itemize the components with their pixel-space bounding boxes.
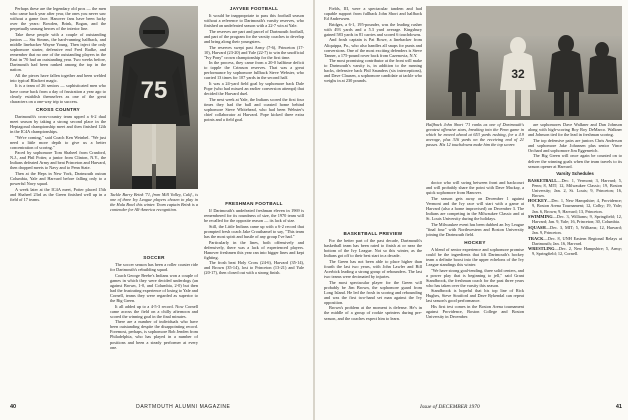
paragraph: If Dartmouth's undefeated freshman eleven in 1969 is remembered for its roundness of size, the 1970 team will be recalled for the opposite reason — its lack of size. <box>204 208 304 224</box>
paragraph: It would be inappropriate to pass this football season without a reference to Dartmouth's varsity reserves, who finished an undefeated season with a 22-7 win at Yale. <box>204 13 304 29</box>
action-photo-image <box>426 6 622 120</box>
photo-caption: Tackle Barry Brink '71, from Mill Valley, Calif., is one of three Ivy League players chosen to play in the Hula Bowl this winter. Team captain Brink is a contender for All-America recognition. <box>110 192 198 212</box>
paragraph: A week later at the IC4A meet, Potter placed 15th and Shaheel 23rd as the Green finished well up in a field of 17 teams. <box>10 186 106 202</box>
section-heading-soccer: SOCCER <box>143 255 165 260</box>
soccer-column <box>110 252 198 402</box>
paragraph: Dartmouth's cross-country team upped a 6-2 dual meet season by taking a strong second place in the Heptagonal championship meet and then finished 12th in the IC4A championships. <box>10 113 106 134</box>
magazine-title: DARTMOUTH ALUMNI MAGAZINE <box>136 404 231 410</box>
issue-date: Issue of DECEMBER 1970 <box>420 404 480 410</box>
paragraph: Take these people with a couple of outstanding juniors — Stu Simms, the hard-running halfback, and middle linebacker Wayne Young. Then inject the only sophomore starter, defensive end Fred Radke, and remember that no one of the outstanding players in the East in '70 had an outstanding year. Two weeks before, Dartmouth had been ranked among the top in the nation. <box>10 31 106 73</box>
paragraph: Then at the Heps in New York, Dartmouth outran Columbia, Yale and Harvard before falling only to a powerful Navy squad. <box>10 171 106 187</box>
left-footer <box>10 404 304 410</box>
section-heading-cross-country: CROSS COUNTRY <box>35 106 81 112</box>
paragraph: For the better part of the past decade, Dartmouth's basketball team has been rated to finish at or near the bottom of the Ivy League. Not so this winter, as the Indians got off to their best start in a decade. <box>324 238 422 259</box>
schedule-dates: Dec. 8, UNH Eastern Regional Relays at Dartmouth; Jan. 16, Harvard. <box>532 235 622 246</box>
paragraph: The top defensive pairs are juniors Chris Anderson and sophomore Jake Johansen plus senior Vince Orchard and sophomore Jim Eggenreich. <box>528 137 622 153</box>
paragraph: The soccer season has been a roller coaster ride for Dartmouth's rebuilding squad. <box>110 262 198 273</box>
paragraph: The reserves swept past Army (7-6), Princeton (17-10), Harvard (23-20) and Yale (22-7) to win the unofficial "Ivy Pony" crown championship for the first time. <box>204 44 304 60</box>
paragraph: There are a number of individuals who have been outstanding despite the disappointing record. Foremost, perhaps, is sophomore Bob Jenden from Philadelphia, who has played in a number of positions and been a steady performer at every one. <box>110 319 198 350</box>
basketball-column <box>324 228 422 402</box>
schedule-sport: BASKETBALL <box>528 177 558 183</box>
paragraph: Bridges, a 6-1, 195-pounder, was the leading rusher with 493 yards and a 5.3 yard average. Kingsbury gained 583 yards in 81 carries and scored 6 touchdowns. <box>324 21 422 37</box>
schedule-dates: Dec. 2, New Hampshire; 5, Army; 9, Springfield; 12, Cornell. <box>532 246 622 257</box>
section-heading-jayvee-football: JAYVEE FOOTBALL <box>229 6 279 11</box>
left-column-1 <box>10 6 106 400</box>
paragraph: All the pieces have fallen together and been welded into typical Blackert magic. <box>10 72 106 83</box>
schedule-entry: SWIMMING—Dec. 3, Williams; 9, Springfield; 12, Harvard; Jan. 9, Yale; 16, Princeton; 30, Columbia. <box>528 214 622 225</box>
freshman-football-column <box>204 198 304 402</box>
schedule-sport: WRESTLING <box>528 246 555 252</box>
left-column-3 <box>204 6 304 196</box>
right-column-2 <box>426 180 524 402</box>
paragraph: The reserves are part and parcel of Dartmouth football, and part of the program for the varsity coaches to develop and bring along their youngsters. <box>204 28 304 44</box>
paragraph: The Green has not been able to place higher than fourth the last two years, with John Lawler and Bill Acerbick leading a strong group of rebounders. The last two teams were decimated by injuries. <box>324 258 422 279</box>
paragraph: Brown's problem at the moment is defense. He's in the middle of a group of rookie sprinters during pre-season, and the coaches expect him to learn. <box>324 305 422 321</box>
paragraph: "We have strong goal-tending, three solid centers, and a power play that is beginning to jell," said Grant Standbrook, the freshman coach for the past three years who has taken over the varsity this season. <box>426 267 524 288</box>
paragraph: Coach George Beebe's Indians won a couple of games in which they were decided underdogs (an against Brown, 1-0, and Columbia, 2-0) but then had the frustrating experience of losing to Yale and Cornell, teams they were regarded as superior to the Big Green. <box>110 272 198 303</box>
paragraph: The frosh beat Holy Cross (24-6), Harvard (35-14), and Brown (35-14), lost to Princeton (13-21) and Yale (20-17), then closed out with a strong finish. <box>204 260 304 276</box>
paragraph: The Milwaukee event has been dubbed an Ivy League "final four" with Northwestern and Boston University joining the Dartmouth field. <box>426 221 524 237</box>
section-heading-varsity-schedules: Varsity Schedules <box>556 170 594 176</box>
paragraph: In the process, they came from a 20-0 halftime deficit to topple the Crimson reserves. That was a great performance by sophomore fullback Steve Webster, who carried 13 times for 107 yards in the second half. <box>204 60 304 81</box>
section-heading-basketball-preview: BASKETBALL PREVIEW <box>343 231 403 236</box>
paragraph: The most promising contributor at the front will make to Dartmouth's varsity is, in addition to the running backs, defensive back Phil Saunders (six interceptions), and Dave Clausen, a sophomore candidate at tackle who weighs in at 230 pounds. <box>324 58 422 84</box>
schedule-sport: SWIMMING <box>528 214 553 220</box>
paragraph: A blend of senior experience and sophomore promise could be the ingredients that lift Dartmouth's hockey team a definite boost into the upper echelons of the Ivy League standings this winter. <box>426 246 524 267</box>
schedule-entry: TRACK—Dec. 8, UNH Eastern Regional Relays at Dartmouth; Jan. 16, Harvard. <box>528 235 622 246</box>
paragraph: It all added up to a 4-5-3 record. Now Cornell came across the field on a chilly afternoon and scored the winning goal in the final minutes. <box>110 303 198 319</box>
svg-text:32: 32 <box>511 67 525 81</box>
page-number: 40 <box>10 404 17 410</box>
paragraph: It was a 24-yard field goal by sophomore back Dale Pope (who had missed an earlier conversion attempt) that decided the Harvard duel. <box>204 81 304 97</box>
schedule-sport: HOCKEY <box>528 198 548 204</box>
football-player-photo <box>110 6 198 189</box>
paragraph: "We're coming," said Coach Ken Weinbel. "We just need a little more depth to give us a better concentration of scoring." <box>10 134 106 150</box>
schedule-entry: WRESTLING—Dec. 2, New Hampshire; 5, Army; 9, Springfield; 12, Cornell. <box>528 246 622 257</box>
paragraph: His first test comes in the Boston Arena tournament against Providence, Boston College and Boston University in December. <box>426 304 524 320</box>
paragraph: Paced by sophomore Tom Shaheel from Cranford, N.J., and Phil Potter, a junior from Clinton, N.Y., the Indians defeated Army and beat Princeton and Harvard, then dropped meets to Navy and to Penn State. <box>10 150 106 171</box>
schedule-dates: Dec. 1, New Hampshire; 4, Providence; 9, Boston Arena Tournament; 12, Colby; 19, Yale; Jan. 6, Brown; 9, Harvard; 13, Princeton. <box>532 198 622 214</box>
schedule-entry: HOCKEY—Dec. 1, New Hampshire; 4, Providence; 9, Boston Arena Tournament; 12, Colby; 19, Yale; Jan. 6, Brown; 9, Harvard; 13, Princeton. <box>528 198 622 214</box>
right-page <box>314 0 628 420</box>
paragraph: The season gets away on December 1 against Vermont and the Ivy race will start with a game at Harvard (also a home improvised) on December 3. The Indians are competing in the Milwaukee Classic and at St. Louis University during the holidays. <box>426 195 524 221</box>
paragraph: And frosh captain is Pat Bowe, a linebacker from Aliquippa, Pa., who also handles all snaps for punts and conversions. One of the most exciting defenders is Steve Tanner, a 175-pound rover back from Cazenovia, N.Y. <box>324 37 422 58</box>
schedule-sport: TRACK <box>528 235 544 241</box>
right-footer <box>324 404 622 410</box>
paragraph: Standbrook is hopeful that his top line of Rick Hughes, Steve Stratford and Dave Rykendal can repeat last season's good performance. <box>426 288 524 304</box>
paragraph: It is a team of 26 seniors — sophisticated men who have come back from a day of frustration a year ago to clearly establish themselves as one of the great characters on a one-way trip to success. <box>10 83 106 104</box>
schedule-dates: Dec. 3, Williams; 9, Springfield; 12, Harvard; Jan. 9, Yale; 16, Princeton; 30, Columbia. <box>532 214 622 225</box>
paragraph: doctor who will swing between front and backcourt and will probably share the point with Dave Mackay, a quick sophomore from Hanover. <box>426 180 524 196</box>
schedule-entry: SQUASH—Dec. 3, MIT; 5, Williams; 12, Harvard; Jan. 9, Princeton. <box>528 224 622 235</box>
paragraph: Particularly in the lines, both offensively and defensively, there was a lack of experienced players. Hanover freshmen this year ran into bigger lines and kept fighting. <box>204 239 304 260</box>
schedule-dates: Dec. 3, MIT; 5, Williams; 12, Harvard; Jan. 9, Princeton. <box>532 224 622 235</box>
page-number: 41 <box>615 404 622 410</box>
section-heading-freshman-football: FRESHMAN FOOTBALL <box>225 201 283 206</box>
section-heading-hockey: HOCKEY <box>464 239 486 245</box>
player-photo-image <box>110 6 198 189</box>
right-column-3 <box>528 122 622 402</box>
paragraph: The next week at Yale, the Indians scored the first four times they had the ball and coasted home behind sophomore Steve Whitehead, who had been Webster's chief collaborator at Harvard. Pope kicked three extra points and a field goal. <box>204 96 304 122</box>
action-photo-caption: Halfback John Short '71 ranks as one of Dartmouth's greatest offensive stars, breaking into the Penn game in which he moved ahead at 653 yards rushing, for a 4.9 average, plus 316 yards on the receiving end of 21 passes. His 12 touchdowns make him the top scorer. <box>426 122 524 147</box>
paragraph: The most spectacular player for the Green will probably be Jim Brown, the sophomore guard from Long Island. He led the frosh in scoring and rebounding and was the first two-hand set man against the Ivy opposition. <box>324 279 422 305</box>
svg-text:75: 75 <box>140 77 168 104</box>
paragraph: Perhaps these are the legendary old pros — the men who came back year after year, the ones you never saw without a game face. Hanover fans have been lucky over the years: Bowden, Brink, Bogan, and the perpetually unsung heroes of the interior line. <box>10 6 106 32</box>
schedule-entry: BASKETBALL—Dec. 1, Vermont; 3, Harvard; 5, Penn; 8, MIT; 12, Milwaukee Classic; 19, Boston University; Jan. 2, St. Louis; 9, Princeton; 16, Brown. <box>528 177 622 198</box>
paragraph: are sophomores Dave Walkner and Dan Johnson along with high-scoring Boy Roy DeMarco. Walkner and Johnson tied for the lead in freshman scoring. <box>528 122 622 138</box>
schedule-dates: Dec. 1, Vermont; 3, Harvard; 5, Penn; 8, MIT; 12, Milwaukee Classic; 19, Boston University; Jan. 2, St. Louis; 9, Princeton; 16, Brown. <box>532 177 622 198</box>
game-action-photo <box>426 6 622 120</box>
paragraph: Still, the Little Indians came up with a 6-2 record that prompted fresh coach Jake Crouthamel to say, "This team has the most spirit and hustle of any group I've had." <box>204 223 304 239</box>
schedule-sport: SQUASH <box>528 224 546 230</box>
paragraph: The Big Green will once again be counted on to deliver the winning goals when the team travels to its season opener at Harvard. <box>528 153 622 169</box>
right-column-1 <box>324 6 422 226</box>
paragraph: Fields, III, were a spectacular tandem and had capable support from fullback John Short and halfback Ed Andrewsen. <box>324 6 422 22</box>
